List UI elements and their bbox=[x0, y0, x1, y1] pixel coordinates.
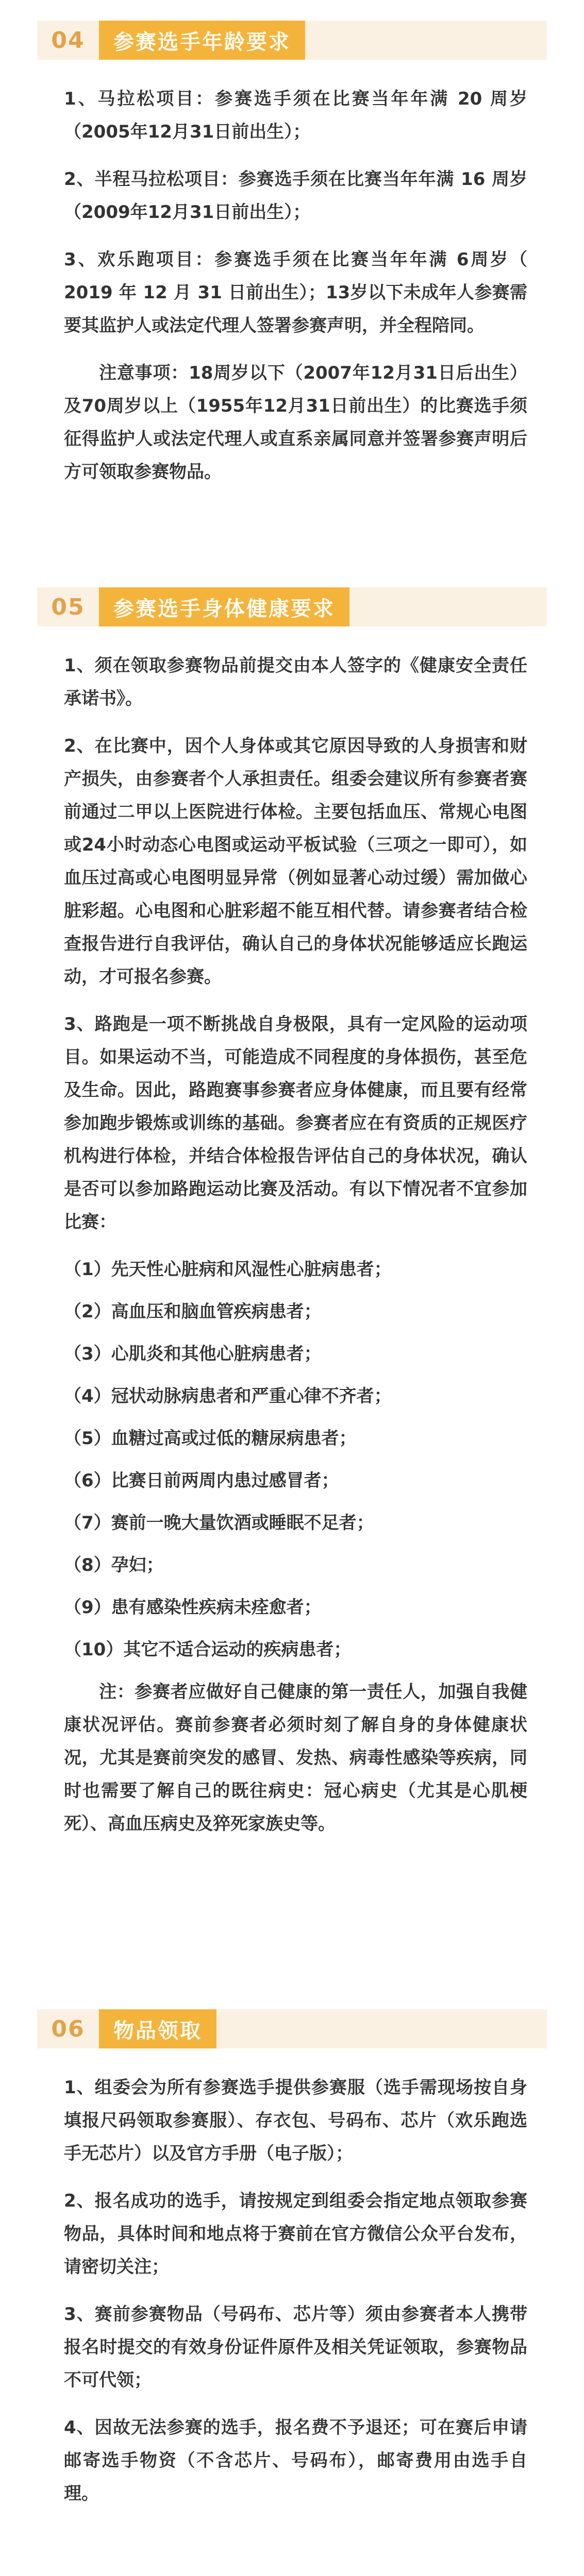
list-item: （8）孕妇； bbox=[64, 1555, 164, 1575]
section-body bbox=[64, 2071, 527, 2510]
note-paragraph: 注：参赛者应做好自己健康的第一责任人，加强自我健康状况评估。赛前参赛者必须时刻了解自身的身体健康状况，尤其是赛前突发的感冒、发热、病毒性感染等疾病，同时也需要了解自己的既往病史：冠心病史（尤其是心肌梗死）、高血压病史及猝死家族史等。 bbox=[64, 1682, 527, 1834]
list-item: （1）先天性心脏病和风湿性心脏病患者； bbox=[64, 1259, 392, 1280]
paragraph: 4、因故无法参赛的选手，报名费不予退还；可在赛后申请邮寄选手物资（不含芯片、号码布），邮寄费用由选手自理。 bbox=[64, 2417, 527, 2504]
section-title: 参赛选手身体健康要求 bbox=[99, 587, 349, 626]
section-body bbox=[64, 82, 527, 488]
paragraph: 1、组委会为所有参赛选手提供参赛服（选手需现场按自身填报尺码领取参赛服）、存衣包、号码布、芯片（欢乐跑选手无芯片）以及官方手册（电子版）； bbox=[64, 2077, 527, 2164]
section-number: 06 bbox=[51, 2015, 85, 2042]
list-item: （6）比赛日前两周内患过感冒者； bbox=[64, 1470, 339, 1491]
paragraph: 2、半程马拉松项目：参赛选手须在比赛当年年满 16 周岁（2009年12月31日前出生）； bbox=[64, 169, 527, 223]
notice-paragraph: 注意事项：18周岁以下（2007年12月31日后出生）及70周岁以上（1955年12月31日前出生）的比赛选手须征得监护人或法定代理人或直系亲属同意并签署参赛声明后方可领取参赛物品。 bbox=[64, 363, 527, 482]
paragraph: 3、欢乐跑项目：参赛选手须在比赛当年年满 6周岁（ 2019 年 12 月 31 日前出生）；13岁以下未成年人参赛需要其监护人或法定代理人签署参赛声明，并全程陪同。 bbox=[64, 249, 527, 336]
list-item: （3）心肌炎和其他心脏病患者； bbox=[64, 1344, 322, 1364]
section-body bbox=[64, 649, 527, 1840]
paragraph: 2、在比赛中，因个人身体或其它原因导致的人身损害和财产损失，由参赛者个人承担责任。组委会建议所有参赛者赛前通过二甲以上医院进行体检。主要包括血压、常规心电图或24小时动态心电图或运动平板试验（三项之一即可），如血压过高或心电图明显异常（例如显著心动过缓）需加做心脏彩超。心电图和心脏彩超不能互相代替。请参赛者结合检查报告进行自我评估，确认自己的身体状况能够适应长跑运动，才可报名参赛。 bbox=[64, 736, 527, 987]
paragraph: 3、路跑是一项不断挑战自身极限，具有一定风险的运动项目。如果运动不当，可能造成不同程度的身体损伤，甚至危及生命。因此，路跑赛事参赛者应身体健康，而且要有经常参加跑步锻炼或训练的基础。参赛者应在有资质的正规医疗机构进行体检，并结合体检报告评估自己的身体状况，确认是否可以参加路跑运动比赛及活动。有以下情况者不宜参加比赛： bbox=[64, 1014, 527, 1232]
paragraph: 3、赛前参赛物品（号码布、芯片等）须由参赛者本人携带报名时提交的有效身份证件原件及相关凭证领取，参赛物品不可代领； bbox=[64, 2304, 527, 2391]
list-item: （4）冠状动脉病患者和严重心律不齐者； bbox=[64, 1386, 392, 1406]
section-title: 参赛选手年龄要求 bbox=[99, 21, 305, 60]
section-item-pickup bbox=[0, 2009, 584, 2524]
section-health-requirements bbox=[0, 587, 584, 1855]
section-age-requirements bbox=[0, 21, 584, 503]
list-item: （10）其它不适合运动的疾病患者； bbox=[64, 1639, 352, 1660]
section-header bbox=[37, 587, 547, 626]
list-item: （7）赛前一晚大量饮酒或睡眠不足者； bbox=[64, 1513, 374, 1533]
paragraph: 1、须在领取参赛物品前提交由本人签字的《健康安全责任承诺书》。 bbox=[64, 655, 527, 709]
section-title: 物品领取 bbox=[99, 2009, 216, 2048]
section-header bbox=[37, 21, 547, 60]
paragraph: 1、马拉松项目：参赛选手须在比赛当年年满 20 周岁（2005年12月31日前出生）； bbox=[64, 89, 527, 142]
section-header bbox=[37, 2009, 547, 2048]
list-item: （5）血糖过高或过低的糖尿病患者； bbox=[64, 1428, 357, 1449]
paragraph: 2、报名成功的选手，请按规定到组委会指定地点领取参赛物品，具体时间和地点将于赛前在官方微信公众平台发布，请密切关注； bbox=[64, 2191, 527, 2277]
list-item: （2）高血压和脑血管疾病患者； bbox=[64, 1301, 322, 1322]
section-number: 05 bbox=[51, 594, 85, 620]
list-item: （9）患有感染性疾病未痊愈者； bbox=[64, 1597, 322, 1618]
section-number: 04 bbox=[51, 27, 85, 54]
